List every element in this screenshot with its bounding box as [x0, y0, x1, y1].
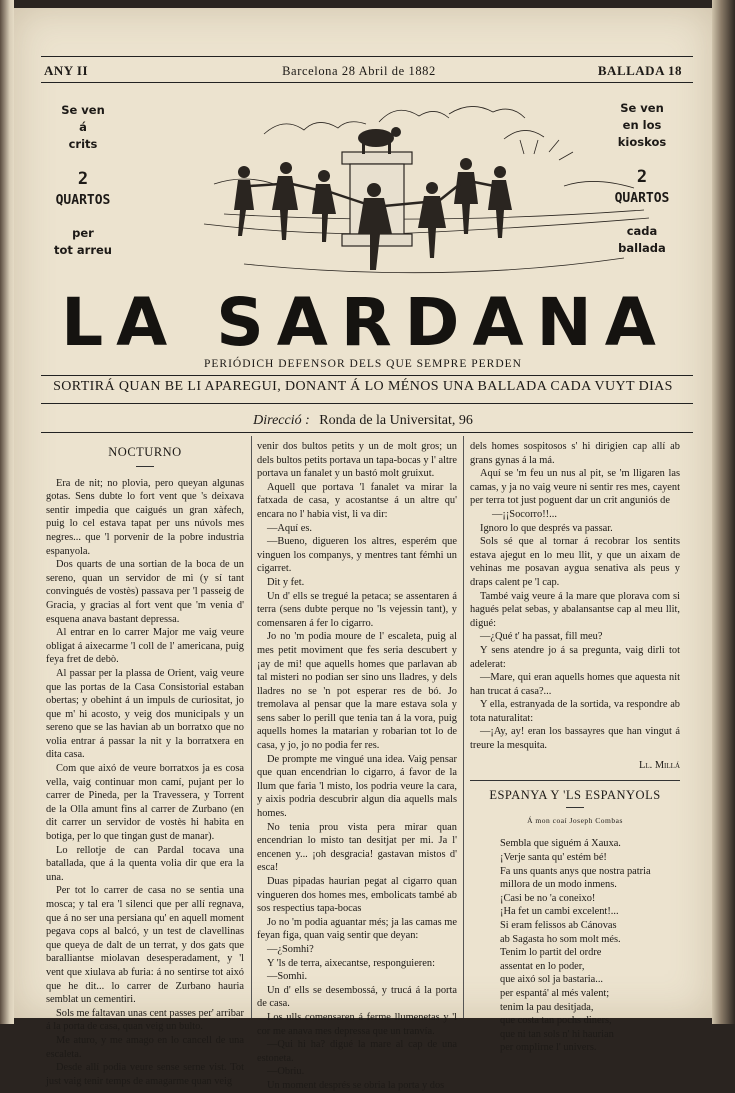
paragraph: dels homes sospitosos s' hi dirigien cap allí ab grans gynas á la má. — [470, 441, 680, 466]
paragraph: Jo no 'm podia moure de l' escaleta, puig al mes petit moviment que fes seria descubert y ¡ay de mi! que aquells homes que parlavan ab tal misteri no podian ser sino uns lladres, y dels lladres no se 'n pot esperar res de bó. Jo tremolava al pensar que la mare estava sola y sens saber lo perill que tenia tan á la vora, puig aquells homes la matarian y robarian tot lo de casa, y jo, jo no podia fer res. — [257, 631, 457, 752]
verse-line: que ni tan sols n' hi haurian — [500, 1028, 614, 1040]
paragraph: Un d' ells se tregué la petaca; se assentaren á terra (sens dubte perque no 'ls vejessin tant), y comensaren á fer lo cigarro. — [257, 590, 457, 629]
column-divider-2 — [463, 436, 464, 1018]
verse-line: que costa tan pochs diners, — [500, 1015, 612, 1027]
issue-date: Barcelona 28 Abril de 1882 — [282, 64, 436, 78]
price-left-line5: tot arreu — [54, 243, 112, 257]
newspaper-page — [14, 8, 712, 1091]
paragraph: —¿Somhi? — [267, 943, 314, 955]
paragraph: Era de nit; no plovia, pero queyan algunas gotas. Sens dubte lo fort vent que 's deixava sentir impedia que caigués un gran xàfech, puig lo cel estava tapat per uns núvols mes negres... que 'l porvenir de la pobre industria espanyola. — [46, 477, 244, 557]
paragraph: Al passar per la plassa de Orient, vaig veure que las portas de la Casa Consistorial estaban obertas; y obehint á un impuls de curiositat, jo que m' hi acosto, y veig dos municipals y un sereno que se las havian ab un borratxo que no volia entrar á passar la nit y la borratxera en dita casa. — [46, 667, 244, 761]
paragraph: No tenia prou vista pera mirar quan encendrian lo misto tan desitjat per mi. Ja l' encenen y... ¡oh desgracia! gastavan mistos d' esca! — [257, 821, 457, 874]
verse-line: assentat en lo poder, — [500, 960, 585, 972]
price-left-line4: per — [72, 226, 94, 240]
poem-dedication: Á mon coaí Joseph Combas — [527, 815, 623, 825]
paragraph: —¿Qué t' ha passat, fill meu? — [480, 631, 603, 643]
paragraph: —Bueno, digueren los altres, esperém que vinguen los companys, y mentres tant fémhi un cigarret. — [257, 536, 457, 575]
price-block-left — [38, 102, 128, 259]
price-right-line4: cada — [626, 224, 658, 238]
header-rule-top — [41, 56, 693, 57]
paragraph: Aquell que portava 'l fanalet va mirar la fatxada de casa, y acostantse á un altre qu' encara no l' habia vist, li va dir: — [257, 481, 457, 520]
verse-line: Si eram felissos ab Cánovas — [500, 920, 617, 931]
paragraph: Dit y fet. — [267, 576, 305, 588]
paragraph: Duas pipadas haurian pegat al cigarro quan vingueren dos homes mes, embolicats també ab sos respectius tapa-bocas — [257, 876, 457, 915]
paragraph: Desde allí podia veure sense serne vist. Tot just vaig tenir temps de amagarme quan veig — [46, 1062, 244, 1087]
book-binding-left — [0, 0, 14, 1024]
paragraph: —¡Ay, ay! eran los bassayres que han vingut á treure la mesquita. — [470, 726, 680, 752]
address-label: Direcció : — [253, 413, 310, 428]
paragraph: Ignoro lo que després va passar. — [480, 522, 613, 534]
verse-line: Sembla que siguém á Xauxa. — [500, 838, 621, 850]
verse-line: ab Sagasta ho som molt més. — [500, 933, 621, 945]
poem-title-dash — [566, 807, 584, 808]
title-dash — [136, 466, 154, 467]
article-end-and-poem — [470, 440, 680, 1055]
issue-year: ANY II — [44, 63, 89, 78]
price-left-line3: crits — [68, 137, 98, 151]
article-title: NOCTURNO — [108, 445, 182, 459]
verse-line: Tenim lo partit del ordre — [500, 947, 602, 959]
verse-line: per omplirne l' univers. — [500, 1042, 597, 1054]
paragraph: Aquí se 'm feu un nus al pit, se 'm lligaren las camas, y ja no vaig veure ni sentir res mes, cayent per terra tot just poguent dar un crit anguniós de — [470, 468, 680, 507]
price-right-unit: QUARTOS — [614, 191, 670, 206]
masthead-title: LA SARDANA — [61, 284, 669, 361]
column-divider-1 — [251, 436, 252, 1018]
article-nocturno — [46, 438, 244, 1088]
verse-line: millora de un modo inmens. — [500, 879, 617, 891]
address-line — [14, 413, 712, 429]
verse-line: ¡Verje santa qu' estém bé! — [500, 852, 607, 864]
address-value: Ronda de la Universitat, 96 — [319, 413, 473, 428]
section-rule — [470, 780, 680, 781]
verse-line: que aixó sol ja bastaria... — [500, 974, 604, 986]
author-signature: Ll. Millá — [639, 759, 680, 771]
price-right-line1: Se ven — [620, 101, 664, 115]
price-left-unit: QUARTOS — [55, 193, 111, 208]
sardana-dance-illustration — [204, 94, 649, 289]
paragraph: Me aturo, y me amago en lo cancell de una escaleta. — [46, 1034, 244, 1060]
direccio-rule-bottom — [41, 432, 693, 433]
paragraph: També vaig veure á la mare que plorava com si hagués pelat sebas, y abalansantse cap al meu llit, digué: — [470, 590, 680, 629]
price-left-number: 2 — [77, 169, 89, 189]
paragraph: —Somhi. — [267, 971, 308, 983]
paragraph: —¡¡Socorro!!... — [492, 508, 557, 520]
paragraph: Lo rellotje de can Pardal tocava una batallada, que á la quenta volia dir que era la una. — [46, 844, 244, 883]
verse-line: tenim la pau desitjada, — [500, 1001, 594, 1013]
article-continuation — [257, 440, 457, 1093]
paragraph: Jo no 'm podia aguantar més; ja las camas me feyan figa, quan vaig sentir que deyan: — [257, 916, 457, 942]
paragraph: Com que aixó de veure borratxos ja es cosa vella, vaig continuar mon camí, pujant per lo carrer de Pineda, per la Travessera, y Torrent de la Olla amunt fins al carrer de Zurbano (en dit carrer un servidor de vostès hi habita en botiga, per lo que tingan gust de manar). — [46, 763, 244, 843]
paragraph: Al entrar en lo carrer Major me vaig veure obligat á aixecarme 'l coll de l' americana, puig feya fret de debò. — [46, 627, 244, 666]
paragraph: Sols me faltavan unas cent passes per' arribar á la porta de casa, quan veig un bulto. — [46, 1007, 244, 1033]
paragraph: —Mare, qui eran aquells homes que aquesta nit han trucat á casa?... — [470, 672, 680, 697]
price-right-line2: en los — [622, 118, 662, 132]
subtitle-rule — [41, 375, 693, 376]
paragraph: Dos quarts de una sortian de la boca de un sereno, quan un servidor de mi (y sí tant convingués de vostès) passava per 'l passeig de Gracia, y gracias al fort vent que 'm venia d' esquena anava bastant depressa. — [46, 559, 244, 625]
price-left-line1: Se ven — [61, 103, 105, 117]
paragraph: Per tot lo carrer de casa no se sentia una mosca; y tal era 'l silenci que per allí regnava, que á no ser una persiana qu' en aquell moment pegava cops al balcó, y un test de clavellinas que queya de dalt de un terrat, y dos gats que baralliantse miolavan desesperadament, y 'l vent que xiulava ab furia: á no sentirse tot aixó que he dit... lo carrer de Zurbano hauria semblat un cementiri. — [46, 885, 244, 1006]
book-binding-right — [712, 0, 735, 1024]
paragraph: Y ella, estranyada de la sortida, va respondre ab tota naturalitat: — [470, 699, 680, 724]
paragraph: Sols sé que al tornar á recobrar los sentits estava ajegut en lo meu llit, y que un aixam de vehinas me posavan aygua senativa als peus y draps calent pe 'l cap. — [470, 536, 680, 588]
price-right-line3: kioskos — [617, 135, 667, 149]
header-rule-bottom — [41, 82, 693, 83]
masthead-subtitle: PERIÓDICH DEFENSOR DELS QUE SEMPRE PERDEN — [204, 358, 522, 370]
paragraph: —Obriu. — [267, 1066, 305, 1078]
verse-line: ¡Ha fet un cambi excelent!... — [500, 906, 619, 918]
verse-line: ¡Casi be no 'a coneixo! — [500, 892, 596, 904]
paragraph: Un d' ells se desembossá, y trucá á la porta de casa. — [257, 984, 457, 1010]
paragraph: —Aquí es. — [267, 522, 313, 534]
paragraph: De prompte me vingué una idea. Vaig pensar que quan encendrian lo cigarro, á favor de la llum que faria 'l misto, los podria veure la cara, y aixis podria descubrir algun dia aquells mals homes. — [257, 753, 457, 820]
paragraph: Y 'ls de terra, aixecantse, responguieren: — [267, 957, 435, 969]
price-right-line5: ballada — [618, 241, 666, 255]
publication-frequency: SORTIRÁ QUAN BE LI APAREGUI, DONANT Á LO MÉNOS UNA BALLADA CADA VUYT DIAS — [53, 379, 673, 394]
price-left-line2: á — [79, 120, 87, 134]
paragraph: Un moment després se obria la porta y dos — [267, 1079, 445, 1091]
paragraph: Los ulls comensaren á ferme llumenetas y 'l cor me anava mes depressa que un tranvía. — [257, 1011, 457, 1037]
poem-title: ESPANYA Y 'LS ESPANYOLS — [489, 788, 661, 803]
paragraph: —Qui hi ha? digué la mare al cap de una estoneta. — [257, 1039, 457, 1064]
issue-number: BALLADA 18 — [597, 63, 682, 78]
paragraph: venir dos bultos petits y un de molt gros; un dels bultos petits portava un tapa-bocas y l' altre portava un fanalet y un bastó molt gruixut. — [257, 441, 457, 480]
paragraph: Y sens atendre jo á sa pregunta, vaig dirli tot adelerat: — [470, 644, 680, 670]
direccio-rule-top — [41, 403, 693, 404]
price-right-number: 2 — [636, 167, 648, 187]
verse-line: Fa uns quants anys que nostra patria — [500, 865, 651, 877]
verse-line: per espantá' al més valent; — [500, 987, 610, 999]
